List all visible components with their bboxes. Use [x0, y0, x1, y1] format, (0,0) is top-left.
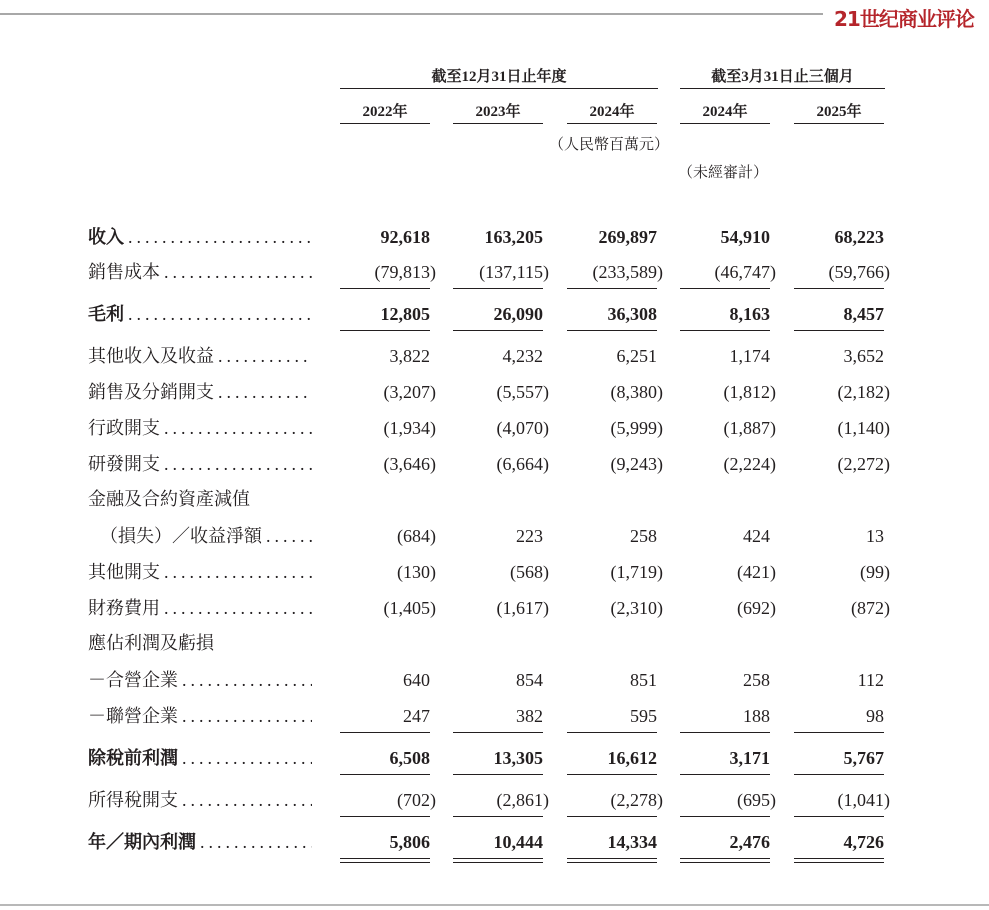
value-2023: 163,205 — [484, 227, 543, 247]
dot-leader — [218, 344, 312, 368]
value-q1-2024: 54,910 — [720, 227, 770, 247]
value-2024: 595 — [630, 706, 657, 726]
value-q1-2025: (1,041) — [837, 790, 890, 810]
subtotal-underline — [0, 288, 989, 292]
row-label-text: 銷售成本 — [88, 262, 160, 282]
column-underline — [567, 288, 657, 289]
row-label — [100, 524, 312, 548]
value-q1-2025: 68,223 — [834, 227, 884, 247]
unaudited-note: （未經審計） — [677, 165, 768, 181]
annual-period-heading: 截至12月31日止年度 — [340, 66, 658, 89]
value-q1-2024: 2,476 — [729, 832, 770, 852]
value-2023: 223 — [516, 526, 543, 546]
column-double-underline — [567, 858, 657, 863]
row-label-text: 行政開支 — [88, 418, 160, 438]
value-2022: 640 — [403, 670, 430, 690]
column-underline — [567, 816, 657, 817]
column-underline — [794, 732, 884, 733]
dot-leader — [182, 746, 312, 770]
year-heading-q1-2025: 2025年 — [794, 101, 884, 124]
column-underline — [340, 288, 430, 289]
row-label-text: 金融及合約資產減值 — [88, 489, 250, 509]
value-2023: (4,070) — [496, 418, 549, 438]
column-underline — [453, 330, 543, 331]
year-heading-2024: 2024年 — [567, 101, 657, 124]
value-2024: (2,278) — [610, 790, 663, 810]
value-q1-2024: (2,224) — [723, 454, 776, 474]
value-2023: (568) — [510, 562, 549, 582]
value-q1-2025: 8,457 — [843, 304, 884, 324]
value-2024: 36,308 — [607, 304, 657, 324]
value-2023: (1,617) — [496, 598, 549, 618]
value-2024: (233,589) — [592, 262, 663, 282]
column-double-underline — [794, 858, 884, 863]
table-row-associates — [0, 704, 989, 728]
value-2024: 258 — [630, 526, 657, 546]
dot-leader — [128, 302, 312, 326]
row-label — [88, 746, 312, 770]
value-q1-2024: 8,163 — [729, 304, 770, 324]
subtotal-underline — [0, 732, 989, 736]
value-2022: (3,207) — [383, 382, 436, 402]
row-label — [88, 704, 312, 728]
value-2022: (3,646) — [383, 454, 436, 474]
dot-leader — [164, 560, 312, 584]
table-row-profit-before-tax — [0, 746, 989, 770]
table-row-research-and-development-expenses — [0, 452, 989, 476]
row-label-text: 收入 — [88, 227, 124, 247]
table-row-impairment-net-loss-gain — [0, 524, 989, 548]
value-q1-2024: (695) — [737, 790, 776, 810]
year-heading-q1-2024: 2024年 — [680, 101, 770, 124]
column-underline — [680, 732, 770, 733]
value-2022: 6,508 — [389, 748, 430, 768]
value-2024: (1,719) — [610, 562, 663, 582]
value-2024: (5,999) — [610, 418, 663, 438]
row-label-text: 銷售及分銷開支 — [88, 382, 214, 402]
value-2024: (2,310) — [610, 598, 663, 618]
dot-leader — [182, 788, 312, 812]
table-row-gross-profit — [0, 302, 989, 326]
row-label — [88, 830, 312, 854]
dot-leader — [182, 668, 312, 692]
value-2023: 13,305 — [493, 748, 543, 768]
total-double-underline — [0, 858, 989, 862]
value-q1-2025: 98 — [866, 706, 884, 726]
value-q1-2025: 13 — [866, 526, 884, 546]
dot-leader — [128, 225, 312, 249]
table-row-joint-ventures — [0, 668, 989, 692]
value-q1-2024: (421) — [737, 562, 776, 582]
column-underline — [680, 330, 770, 331]
subtotal-underline — [0, 330, 989, 334]
value-2022: (1,405) — [383, 598, 436, 618]
row-label-text: 所得稅開支 — [88, 790, 178, 810]
value-2023: 26,090 — [493, 304, 543, 324]
row-label-text: 財務費用 — [88, 598, 160, 618]
year-heading-2022: 2022年 — [340, 101, 430, 124]
row-label — [88, 596, 312, 620]
value-q1-2025: (2,272) — [837, 454, 890, 474]
value-2024: 16,612 — [607, 748, 657, 768]
column-underline — [567, 732, 657, 733]
row-label — [88, 302, 312, 326]
value-q1-2025: 3,652 — [843, 346, 884, 366]
value-q1-2025: 112 — [857, 670, 884, 690]
column-underline — [794, 774, 884, 775]
value-q1-2025: (99) — [860, 562, 890, 582]
table-row-administrative-expenses — [0, 416, 989, 440]
column-underline — [794, 816, 884, 817]
value-q1-2025: (872) — [851, 598, 890, 618]
dot-leader — [164, 260, 312, 284]
column-double-underline — [453, 858, 543, 863]
bottom-rule — [0, 904, 989, 906]
logo — [834, 0, 989, 30]
column-double-underline — [680, 858, 770, 863]
row-label — [88, 260, 312, 284]
value-2022: 5,806 — [389, 832, 430, 852]
value-q1-2025: 4,726 — [843, 832, 884, 852]
value-2022: 247 — [403, 706, 430, 726]
value-2023: 10,444 — [493, 832, 543, 852]
table-row-other-expenses — [0, 560, 989, 584]
value-q1-2024: 1,174 — [729, 346, 770, 366]
table-row-finance-costs — [0, 596, 989, 620]
column-underline — [453, 774, 543, 775]
table-row-other-income-and-gains — [0, 344, 989, 368]
value-2024: 6,251 — [616, 346, 657, 366]
table-row-profit-for-year-period — [0, 830, 989, 854]
value-q1-2024: (1,812) — [723, 382, 776, 402]
table-row-income-tax-expense — [0, 788, 989, 812]
row-label-text: 應佔利潤及虧損 — [88, 633, 214, 653]
value-q1-2025: (2,182) — [837, 382, 890, 402]
column-underline — [794, 288, 884, 289]
dot-leader — [200, 830, 312, 854]
dot-leader — [164, 596, 312, 620]
dot-leader — [164, 416, 312, 440]
table-row-impairment-heading — [0, 487, 989, 511]
table-row-share-of-profits-heading — [0, 631, 989, 655]
column-underline — [340, 774, 430, 775]
row-label — [88, 487, 312, 511]
unit-note: （人民幣百萬元） — [548, 137, 669, 153]
dot-leader — [266, 524, 312, 548]
value-q1-2024: 258 — [743, 670, 770, 690]
column-underline — [453, 288, 543, 289]
value-q1-2025: 5,767 — [843, 748, 884, 768]
value-2023: 854 — [516, 670, 543, 690]
row-label-text: －合營企業 — [88, 670, 178, 690]
row-label — [88, 380, 312, 404]
row-label-text: 除稅前利潤 — [88, 748, 178, 768]
value-2022: 3,822 — [389, 346, 430, 366]
table-row-revenue — [0, 225, 989, 249]
value-2024: 14,334 — [607, 832, 657, 852]
column-underline — [340, 732, 430, 733]
row-label-text: 其他收入及收益 — [88, 346, 214, 366]
dot-leader — [164, 452, 312, 476]
column-underline — [340, 816, 430, 817]
value-q1-2024: 188 — [743, 706, 770, 726]
column-underline — [567, 330, 657, 331]
value-2023: (137,115) — [479, 262, 549, 282]
row-label-text: 研發開支 — [88, 454, 160, 474]
row-label — [88, 344, 312, 368]
table-row-selling-and-distribution-expenses — [0, 380, 989, 404]
row-label — [88, 416, 312, 440]
value-2024: (9,243) — [610, 454, 663, 474]
value-2022: (79,813) — [374, 262, 436, 282]
year-heading-2023: 2023年 — [453, 101, 543, 124]
value-2024: 269,897 — [598, 227, 657, 247]
row-label — [88, 668, 312, 692]
value-2023: 4,232 — [502, 346, 543, 366]
row-label — [88, 631, 312, 655]
value-2022: (1,934) — [383, 418, 436, 438]
value-2022: 92,618 — [380, 227, 430, 247]
value-q1-2024: 3,171 — [729, 748, 770, 768]
row-label — [88, 788, 312, 812]
column-underline — [340, 330, 430, 331]
row-label-text: 年／期內利潤 — [88, 832, 196, 852]
row-label-text: 毛利 — [88, 304, 124, 324]
column-double-underline — [340, 858, 430, 863]
value-2022: (702) — [397, 790, 436, 810]
column-underline — [794, 330, 884, 331]
column-underline — [680, 774, 770, 775]
value-2022: (130) — [397, 562, 436, 582]
value-2023: (5,557) — [496, 382, 549, 402]
dot-leader — [182, 704, 312, 728]
column-underline — [567, 774, 657, 775]
value-q1-2024: (692) — [737, 598, 776, 618]
column-underline — [680, 288, 770, 289]
value-2023: 382 — [516, 706, 543, 726]
value-q1-2025: (1,140) — [837, 418, 890, 438]
value-2024: (8,380) — [610, 382, 663, 402]
column-underline — [680, 816, 770, 817]
value-q1-2024: 424 — [743, 526, 770, 546]
value-2022: (684) — [397, 526, 436, 546]
row-label — [88, 452, 312, 476]
value-2023: (6,664) — [496, 454, 549, 474]
subtotal-underline — [0, 816, 989, 820]
row-label — [88, 225, 312, 249]
row-label-text: 其他開支 — [88, 562, 160, 582]
value-q1-2024: (1,887) — [723, 418, 776, 438]
column-underline — [453, 732, 543, 733]
row-label — [88, 560, 312, 584]
value-2024: 851 — [630, 670, 657, 690]
value-q1-2024: (46,747) — [714, 262, 776, 282]
subtotal-underline — [0, 774, 989, 778]
value-q1-2025: (59,766) — [828, 262, 890, 282]
table-row-cost-of-sales — [0, 260, 989, 284]
column-underline — [453, 816, 543, 817]
value-2022: 12,805 — [380, 304, 430, 324]
quarter-period-heading: 截至3月31日止三個月 — [680, 66, 885, 89]
row-label-text: －聯營企業 — [88, 706, 178, 726]
row-label-text: （損失）／收益淨額 — [100, 526, 262, 546]
dot-leader — [218, 380, 312, 404]
top-rule — [0, 13, 823, 15]
value-2023: (2,861) — [496, 790, 549, 810]
logo-text: 21世纪商业评论 — [834, 7, 974, 30]
